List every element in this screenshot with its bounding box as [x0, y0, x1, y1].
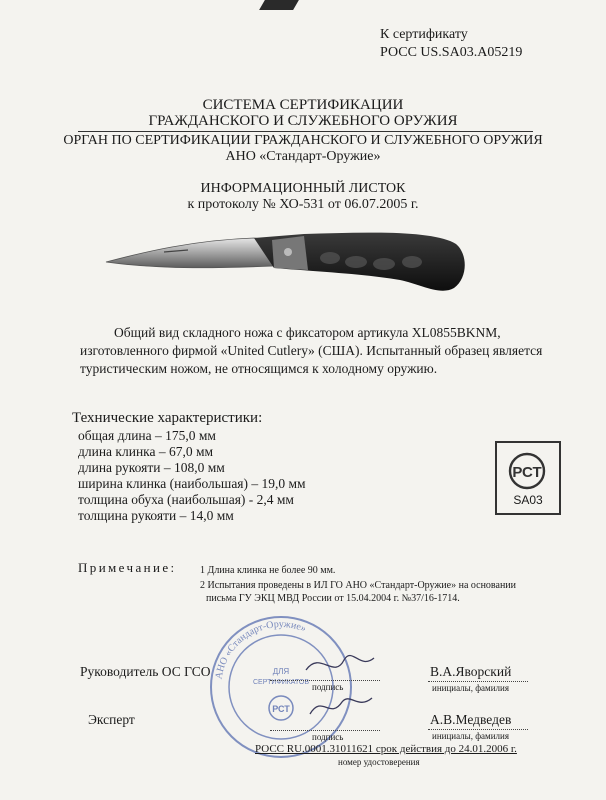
spec-total-length: общая длина – 175,0 мм — [78, 428, 216, 443]
stamp-outer-text: АНО «Стандарт-Оружие» — [213, 618, 308, 681]
document-title: ИНФОРМАЦИОННЫЙ ЛИСТОК — [200, 181, 406, 196]
registration-caption: номер удостоверения — [338, 757, 420, 767]
expert-signature-line — [270, 730, 380, 731]
note-item-2-line2: письма ГУ ЭКЦ МВД России от 15.04.2004 г. №37/16-1714. — [206, 593, 460, 604]
rst-logo-text: РСТ — [512, 464, 542, 481]
rst-logo-icon — [497, 447, 559, 495]
spec-handle-length: длина рукояти – 108,0 мм — [78, 460, 225, 475]
head-name: В.А.Яворский — [430, 664, 512, 679]
system-title-line1: СИСТЕМА СЕРТИФИКАЦИИ — [202, 97, 404, 113]
expert-signature-caption: подпись — [312, 732, 344, 742]
head-name-caption: инициалы, фамилия — [432, 683, 509, 693]
stamp-center-mark: РСТ — [272, 704, 290, 714]
cert-ref-number: РОСС US.SA03.A05219 — [380, 45, 523, 60]
note-item-2-line1: 2 Испытания проведены в ИЛ ГО АНО «Стандарт-Оружие» на основании — [200, 580, 517, 591]
head-signature-caption: подпись — [312, 682, 344, 692]
certificate-reference — [380, 26, 522, 62]
spec-blade-width: ширина клинка (наибольшая) – 19,0 мм — [78, 476, 306, 491]
protocol-reference: к протоколу № ХО-531 от 06.07.2005 г. — [187, 197, 419, 212]
spec-handle-thickness: толщина рукояти – 14,0 мм — [78, 508, 234, 523]
spec-spine-thickness: толщина обуха (наибольшая) - 2,4 мм — [78, 492, 294, 507]
rst-certification-mark — [495, 441, 561, 515]
svg-text:АНО «Стандарт-Оружие» — [214, 619, 308, 680]
stamp-center-line1: ДЛЯ — [272, 667, 290, 676]
expert-name-line — [428, 729, 528, 730]
organization-name: АНО «Стандарт-Оружие» — [225, 149, 381, 164]
specs-title: Технические характеристики: — [72, 410, 263, 426]
note-item-1: 1 Длина клинка не более 90 мм. — [200, 565, 336, 576]
spec-blade-length: длина клинка – 67,0 мм — [78, 444, 214, 459]
description-line3: туристическим ножом, не относящимся к холодному оружию. — [80, 361, 438, 376]
note-label: Примечание: — [78, 560, 177, 575]
expert-name: А.В.Медведев — [430, 712, 512, 727]
expert-name-caption: инициалы, фамилия — [432, 731, 509, 741]
scan-corner-mark — [259, 0, 299, 10]
description-line1: Общий вид складного ножа с фиксатором артикула XL0855BKNM, — [114, 325, 501, 340]
system-title-line2: ГРАЖДАНСКОГО И СЛУЖЕБНОГО ОРУЖИЯ — [148, 113, 458, 129]
head-signature-line — [270, 680, 380, 681]
organ-title: ОРГАН ПО СЕРТИФИКАЦИИ ГРАЖДАНСКОГО И СЛУЖЕБНОГО ОРУЖИЯ — [63, 133, 543, 148]
expert-label: Эксперт — [88, 712, 135, 727]
technical-specifications — [72, 410, 306, 524]
registration-number: РОСС RU.0001.31011621 срок действия до 24.01.2006 г. — [255, 743, 517, 755]
stamp-center-line2: СЕРТИФИКАТОВ — [252, 679, 310, 686]
rst-code: SA03 — [513, 493, 543, 507]
cert-ref-line1: К сертификату — [380, 27, 468, 42]
knife-description — [80, 324, 555, 378]
description-line2: изготовленного фирмой «United Cutlery» (США). Испытанный образец является — [80, 343, 543, 358]
head-of-body-label: Руководитель ОС ГСО — [80, 664, 211, 679]
header-rule — [78, 131, 533, 132]
head-name-line — [428, 681, 528, 682]
folding-knife-photo — [104, 222, 474, 304]
